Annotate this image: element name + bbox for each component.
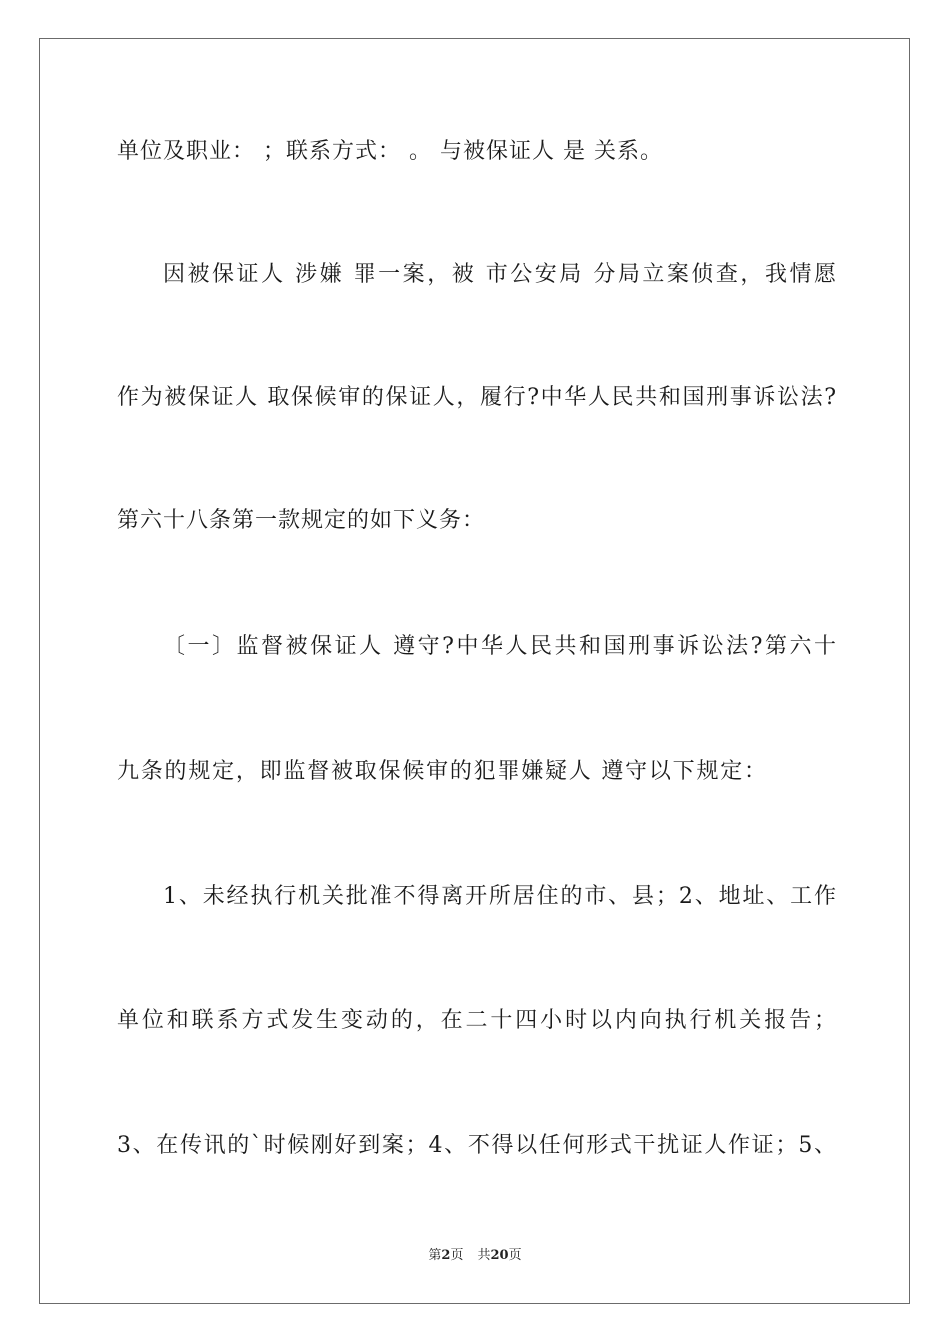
text-line-7: 1、未经执行机关批准不得离开所居住的市、县；2、地址、工作 xyxy=(163,884,837,909)
footer-total-pages: 20 xyxy=(490,1248,509,1263)
footer-prefix: 第 xyxy=(428,1248,442,1263)
text-line-4: 第六十八条第一款规定的如下义务： xyxy=(117,508,486,533)
text-line-1: 单位及职业： ；联系方式： 。 与被保证人 是 关系。 xyxy=(117,139,663,164)
text-line-3: 作为被保证人 取保候审的保证人，履行?中华人民共和国刑事诉讼法? xyxy=(117,385,837,410)
footer-current-page: 2 xyxy=(441,1248,451,1263)
text-line-6: 九条的规定，即监督被取保候审的犯罪嫌疑人 遵守以下规定： xyxy=(117,759,767,784)
text-line-9: 3、在传讯的`时候刚好到案；4、不得以任何形式干扰证人作证；5、 xyxy=(117,1133,837,1158)
text-line-2: 因被保证人 涉嫌 罪一案，被 市公安局 分局立案侦查，我情愿 xyxy=(163,262,837,287)
page-footer xyxy=(0,1247,950,1265)
page-border xyxy=(39,38,910,1304)
footer-page-unit: 页 xyxy=(450,1248,464,1263)
footer-total-unit: 页 xyxy=(508,1248,522,1263)
text-line-8: 单位和联系方式发生变动的，在二十四小时以内向执行机关报告； xyxy=(117,1008,837,1033)
text-line-5: 〔一〕监督被保证人 遵守?中华人民共和国刑事诉讼法?第六十 xyxy=(163,634,837,659)
footer-total-prefix: 共 xyxy=(477,1248,491,1263)
